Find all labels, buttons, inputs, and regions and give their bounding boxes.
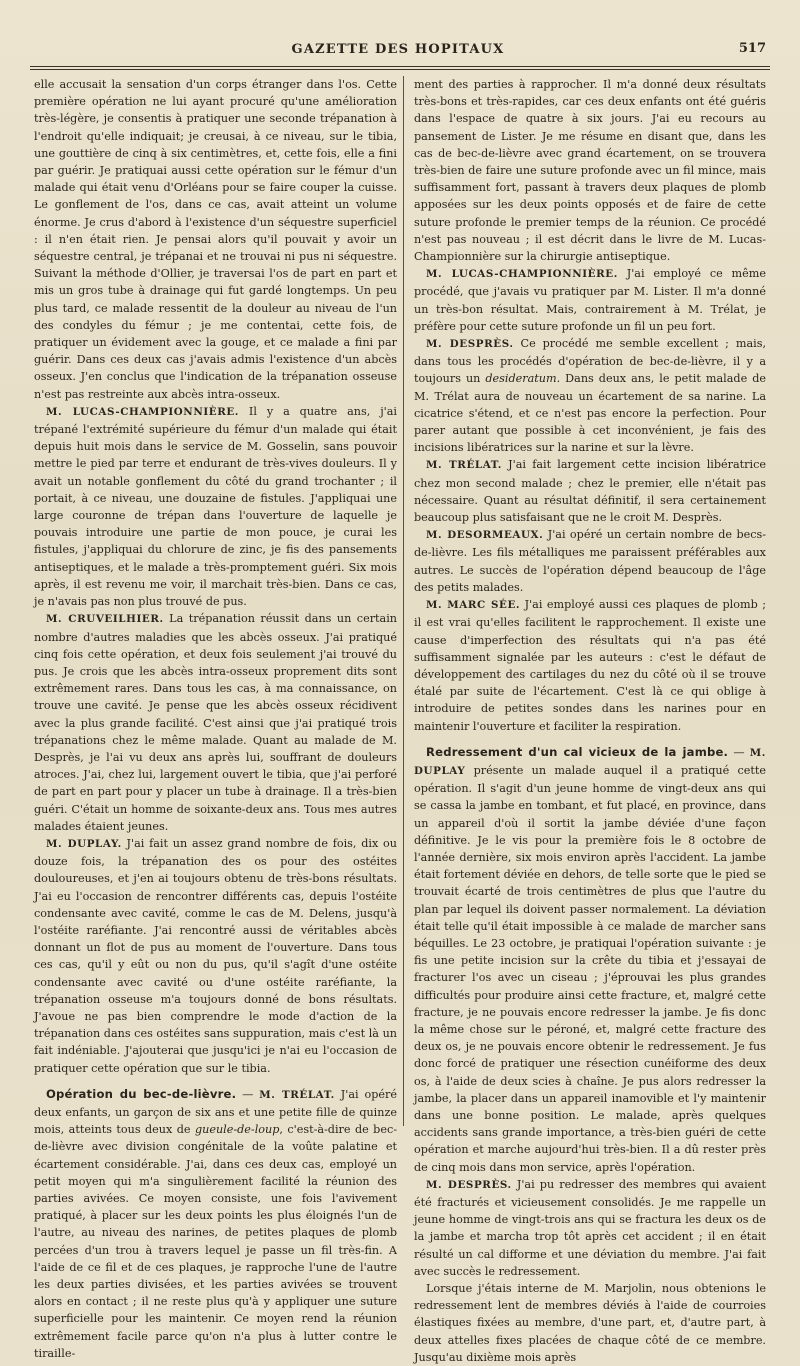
speaker-name: M. DUPLAY xyxy=(414,746,766,777)
section-paragraph xyxy=(414,744,766,1176)
paragraph-text: , c'est-à-dire de bec-de-lièvre avec division congénitale de la voûte palatine et écartement considérable. J'ai, dans ces deux cas, employé un petit moyen qui m'a singulièrement facilité la réunion des parties avivées. Ce moyen consiste, une fois l'avivement pratiqué, à placer sur les deux points les plus éloignés l'un de l'autre, au niveau des narines, de petites plaques de plomb percées d'un trou à travers lequel je passe un fil très-fin. A l'aide de ce fil et de ces plaques, je rapproche l'une de l'autre les deux parties divisées, et les parties avivées se trouvent alors en contact ; il ne reste plus qu'à y appliquer une suture superficielle pour les maintenir. Ce moyen rend la réunion extrêmement facile parce qu'on n'a plus à lutter contre le tiraille- xyxy=(34,1123,397,1360)
paragraph-text: . Dans deux ans, le petit malade de M. Trélat aura de nouveau un écartement de sa narine. La cicatrice s'étend, et ce n'est pas encore la perfection. Pour parer autant que possible à cet inconvénient, je fais des incisions libératrices sur la narine et sur la lèvre. xyxy=(414,372,766,455)
paragraph-text: J'ai pu redresser des membres qui avaient été fracturés et vicieusement consolidés. Je me rappelle un jeune homme de vingt-trois ans qui se fractura les deux os de la jambe et marcha trop tôt après cet accident ; il en était résulté un cal difforme et une déviation du membre. J'ai fait avec succès le redressement. xyxy=(414,1177,767,1278)
journal-title: GAZETTE DES HOPITAUX xyxy=(291,42,505,57)
paragraph-text: J'ai employé aussi ces plaques de plomb ; il est vrai qu'elles facilitent le rapprochement. Il existe une cause d'imperfection des résultats qui n'a pas été suffisamment signalée par les auteurs : c'est le défaut de développement des cartilages du nez du côté où il se trouve étalé par suite de l'écartement. C'est là ce qui oblige à introduire de petites sondes dans les narines pour en maintenir l'ouverture et faciliter la respiration. xyxy=(414,598,766,733)
speaker-name: M. DESPRÈS. xyxy=(426,1178,512,1191)
paragraph-text: présente un malade auquel il a pratiqué cette opération. Il s'agit d'un jeune homme de vingt-deux ans qui se cassa la jambe en tombant, et fut placé, en province, dans un appareil d'où il sortit la jambe déviée d'une façon définitive. Je le vis pour la première fois le 8 octobre de l'année dernière, six mois environ après l'accident. La jambe était fortement déviée en dehors, de telle sorte que le pied se trouvait écarté de trois centimètres de plus que l'autre du plan par lequel ils doivent passer normalement. La déviation était telle qu'il était impossible à ce malade de marcher sans béquilles. Le 23 octobre, je pratiquai l'opération suivante : je fis une petite incision sur la crête du tibia et j'essayai de fracturer l'os avec un ciseau ; j'éprouvai les plus grandes difficultés pour produire ainsi cette fracture, et, malgré cette fracture, je ne pouvais encore redresser la jambe. Je fis donc la même chose sur le péroné, et, malgré cette fracture des deux os, je ne pouvais encore obtenir le redressement. Je fus donc forcé de pratiquer une résection cunéiforme des deux os, à l'aide de deux scies à chaîne. Je pus alors redresser la jambe, la placer dans un appareil inamovible et l'y maintenir dans une bonne position. Le malade, après quelques accidents sans grande importance, a très-bien guéri de cette opération et marche aujourd'hui très-bien. Il a dû rester près de cinq mois dans mon service, après l'opération. xyxy=(414,763,766,1174)
speaker-name: M. LUCAS-CHAMPIONNIÈRE. xyxy=(426,268,618,281)
paragraph-text: J'ai opéré un certain nombre de becs-de-lièvre. Les fils métalliques me paraissent préférables aux autres. Le succès de l'opération dépend beaucoup de l'âge des petits malades. xyxy=(414,528,767,594)
speaker-name: M. CRUVEILHIER. xyxy=(46,613,164,626)
speaker-name: M. TRÉLAT. xyxy=(426,459,502,472)
paragraph xyxy=(34,403,397,610)
paragraph-text: Il y a quatre ans, j'ai trépané l'extrémité supérieure du fémur d'un malade qui était depuis huit mois dans le service de M. Gosselin, sans pouvoir mettre le pied par terre et endurant de très-vives douleurs. Il y avait un notable gonflement du côté du grand trochanter ; il portait, à ce niveau, une douzaine de fistules. J'appliquai une large couronne de trépan dans l'ouverture de laquelle je pouvais introduire une partie de mon pouce, je curai les fistules, j'appliquai du chlorure de zinc, je fis des pansements antiseptiques, et le malade a très-promptement guéri. Six mois après, il est revenu me voir, il marchait très-bien. Dans ce cas, je n'avais pas non plus trouvé de pus. xyxy=(34,404,397,609)
paragraph xyxy=(34,610,397,835)
header-rule-thin xyxy=(30,69,770,70)
paragraph-text: Ce procédé me semble excellent ; mais, dans tous les procédés d'opération de bec-de-lièvre, il y a toujours un xyxy=(414,337,767,386)
page-header xyxy=(26,36,770,62)
header-rule xyxy=(30,66,770,67)
section-title: Opération du bec-de-lièvre. xyxy=(46,1086,237,1101)
paragraph xyxy=(34,835,397,1077)
speaker-name: M. LUCAS-CHAMPIONNIÈRE. xyxy=(46,405,239,418)
paragraph: ment des parties à rapprocher. Il m'a donné deux résultats très-bons et très-rapides, car ces deux enfants ont été guéris dans l'espace de quatre à six jours. J'ai eu recours au pansement de Lister. Je me résume en disant que, dans les cas de bec-de-lièvre avec grand écartement, on se trouvera très-bien de faire une suture profonde avec un fil mince, mais suffisamment fort, passant à travers deux plaques de plomb apposées sur les deux points opposés et de faire de cette suture profonde le premier temps de la réunion. Ce procédé n'est pas nouveau ; il est décrit dans le livre de M. Lucas-Championnière sur la chirurgie antiseptique. xyxy=(414,78,766,264)
page-number: 517 xyxy=(738,41,766,56)
italic-term: gueule-de-loup xyxy=(194,1123,280,1137)
speaker-name: M. TRÉLAT. xyxy=(259,1088,335,1101)
paragraph xyxy=(414,265,766,335)
section-gap xyxy=(34,1077,397,1086)
speaker-name: M. MARC SÉE. xyxy=(426,599,521,612)
paragraph xyxy=(414,456,766,526)
paragraph: elle accusait la sensation d'un corps étranger dans l'os. Cette première opération ne lui ayant procuré qu'une amélioration très-légère, je consentis à pratiquer une seconde trépanation à l'endroit qu'elle indiquait; je creusai, à ce niveau, sur le tibia, une gouttière de cinq à six centimètres, et, cette fois, elle a fini par guérir. Je pratiquai aussi cette opération sur le fémur d'un malade qui était venu d'Orléans pour se faire couper la cuisse. Le gonflement de l'os, dans ce cas, avait atteint un volume énorme. Je crus d'abord à l'existence d'un séquestre superficiel : il n'en était rien. Je pensai alors qu'il pouvait y avoir un séquestre central, je trépanai et ne trouvai ni pus ni séquestre. Suivant la méthode d'Ollier, je traversai l'os de part en part et mis un gros tube à drainage qui fut gardé longtemps. Un peu plus tard, ce malade ressentit de la douleur au niveau de l'un des condyles du fémur ; je me contentai, cette fois, de pratiquer un évidement avec la gouge, et ce malade a fini par guérir. Dans ces deux cas j'avais admis l'existence d'un abcès osseux. J'en conclus que l'indication de la trépanation osseuse n'est pas restreinte aux abcès intra-osseux. xyxy=(34,78,397,401)
paragraph xyxy=(414,335,766,456)
section-title: Redressement d'un cal vicieux de la jambe. xyxy=(426,744,729,759)
speaker-name: M. DUPLAY. xyxy=(46,837,122,850)
paragraph-text: J'ai fait un assez grand nombre de fois, dix ou douze fois, la trépanation des os pour des ostéites douloureuses, et j'en ai toujours obtenu de très-bons résultats. J'ai eu l'occasion de rencontrer différents cas, depuis l'ostéite condensante avec cavité, comme le cas de M. Delens, jusqu'à l'ostéite raréfiante. J'ai rencontré aussi de véritables abcès donnant un flot de pus au moment de l'ouverture. Dans tous ces cas, qu'il y eût ou non du pus, qu'il s'agît d'une ostéite condensante avec cavité ou d'une ostéite raréfiante, la trépanation osseuse m'a toujours donné de bons résultats. J'avoue ne pas bien comprendre le mode d'action de la trépanation dans ces ostéites sans suppuration, mais c'est là un fait indéniable. J'ajouterai que jusqu'ici je n'ai eu l'occasion de pratiquer cette opération que sur le tibia. xyxy=(34,836,397,1075)
italic-term: desideratum xyxy=(485,372,557,386)
column-divider xyxy=(403,76,404,1126)
speaker-name: M. DESPRÈS. xyxy=(426,338,514,351)
speaker-name: M. DESORMEAUX. xyxy=(426,529,544,542)
paragraph: Lorsque j'étais interne de M. Marjolin, nous obtenions le redressement lent de membres déviés à l'aide de courroies élastiques fixées au membre, d'une part, et, d'autre part, à deux attelles fixes placées de chaque côté de ce membre. Jusqu'au dixième mois après xyxy=(414,1282,766,1364)
section-paragraph xyxy=(34,1086,397,1362)
paragraph-text: J'ai employé ce même procédé, que j'avais vu pratiquer par M. Lister. Il m'a donné un très-bon résultat. Mais, contrairement à M. Trélat, je préfère pour cette suture profonde un fil un peu fort. xyxy=(414,267,766,333)
paragraph xyxy=(414,526,766,596)
paragraph xyxy=(414,596,766,735)
dash: — xyxy=(728,745,750,759)
paragraph-text: J'ai fait largement cette incision libératrice chez mon second malade ; chez le premier, elle n'était pas nécessaire. Quant au résultat définitif, il sera certainement beaucoup plus satisfaisant que ne le croit M. Desprès. xyxy=(414,458,766,525)
paragraph xyxy=(414,1176,766,1280)
left-column xyxy=(34,76,397,1362)
paragraph-text: La trépanation réussit dans un certain nombre d'autres maladies que les abcès osseux. J'ai pratiqué cinq fois cette opération, et deux fois seulement j'ai trouvé du pus. Je crois que les abcès intra-osseux proprement dits sont extrêmement rares. Dans tous les cas, à ma connaissance, on trouve une cavité. Je pense que les abcès osseux récidivent avec la plus grande facilité. C'est ainsi que j'ai pratiqué trois trépanations chez le même malade. Quant au malade de M. Desprès, je l'ai vu deux ans après lui, souffrant de douleurs atroces. J'ai, chez lui, largement ouvert le tibia, que j'ai perforé de part en part pour y placer un tube à drainage. Il a très-bien guéri. C'était un homme de soixante-deux ans. Tous mes autres malades étaient jeunes. xyxy=(34,612,397,833)
paragraph-text: J'ai opéré deux enfants, un garçon de six ans et une petite fille de quinze mois, atteints tous deux de xyxy=(34,1087,397,1137)
dash: — xyxy=(236,1087,260,1101)
section-gap xyxy=(414,735,766,744)
right-column xyxy=(414,76,766,1366)
